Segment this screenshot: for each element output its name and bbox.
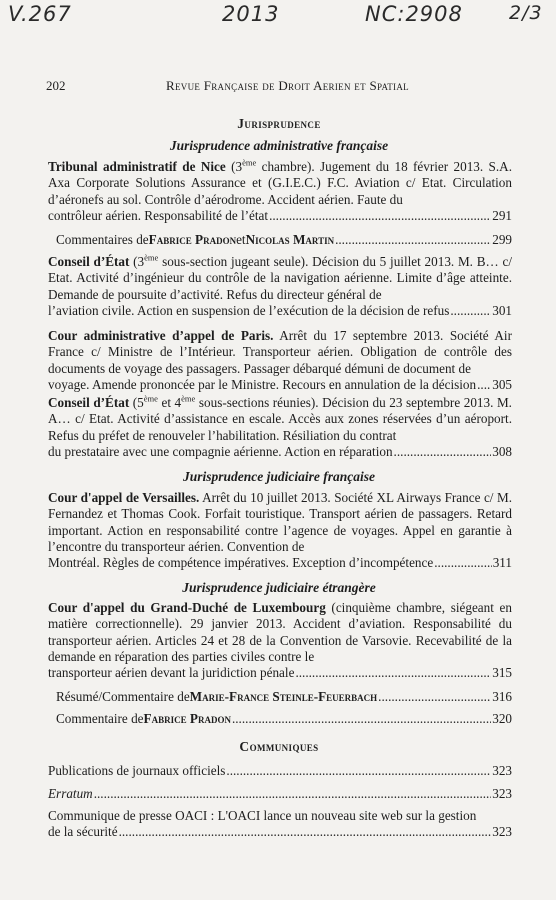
leader-dots	[450, 303, 491, 319]
entry-text: (3	[225, 159, 243, 174]
entry-line	[56, 232, 512, 248]
toc-entry[interactable]	[48, 490, 512, 571]
entry-last-line	[48, 665, 512, 681]
entry-body	[48, 490, 512, 554]
entry-line	[48, 763, 512, 779]
superscript: ème	[143, 393, 158, 404]
toc-entry[interactable]	[56, 689, 512, 705]
entry-text: Publications de journaux officiels	[48, 763, 226, 778]
page-ref: 308	[492, 443, 512, 459]
leader-dots	[94, 786, 492, 802]
entry-last-line	[48, 303, 512, 319]
entry-body	[48, 254, 512, 302]
page-ref: 320	[492, 711, 512, 726]
leader-dots	[378, 689, 491, 705]
entry-last-line	[48, 444, 512, 460]
page-ref: 311	[492, 555, 512, 571]
toc-entry[interactable]	[48, 763, 512, 779]
entry-text: sous-section jugeant seule). Décision du 5 juillet 2013. M. B… c/ Etat. Activité d’ingénieur du contrôle de la navigation aérienne. Limite d’âge atteinte. Demande de poursuite d’activité. Refus du directeur général de	[48, 254, 512, 302]
entry-text: et 4	[157, 395, 182, 410]
leader-dots	[295, 665, 491, 681]
entry-last-line	[48, 377, 512, 393]
superscript: ème	[181, 393, 196, 404]
subsection-judiciaire: Jurisprudence judiciaire française	[182, 469, 375, 484]
entry-text: chambre). Jugement du 18 février 2013. S.A. Axa Corporate Solutions Assurance et (G.I.E.C.) F.C. Aviation c/ Etat. Circulation d’aéronefs au sol. Contrôle d’aérodrome. Accident aérien. Faute du	[48, 159, 512, 207]
handwritten-note-number: NC:2908	[365, 2, 463, 26]
entry-body	[48, 159, 512, 207]
toc-entry[interactable]	[48, 328, 512, 393]
page-number: 202	[46, 78, 66, 93]
court-name: Cour d'appel de Versailles.	[48, 490, 200, 505]
entry-line	[48, 786, 512, 802]
subsection-admin: Jurisprudence administrative française	[169, 138, 389, 153]
running-head	[46, 78, 512, 96]
toc-entry[interactable]	[48, 395, 512, 460]
entry-body	[48, 328, 512, 376]
entry-body	[48, 395, 512, 443]
entry-text: Commentaires de	[56, 232, 149, 247]
page-ref: 323	[492, 824, 512, 840]
entry-text: Montréal. Règles de compétence impératives. Exception d’incompétence	[48, 555, 434, 571]
subsection-etrangere: Jurisprudence judiciaire étrangère	[182, 580, 376, 595]
toc-entry[interactable]	[48, 254, 512, 319]
entry-text: (3	[129, 254, 145, 269]
entry-last-line	[48, 208, 512, 224]
toc-entry[interactable]	[48, 786, 512, 802]
leader-dots	[335, 232, 491, 248]
page-ref: 323	[492, 763, 512, 778]
toc-entry[interactable]	[48, 600, 512, 681]
entry-text: transporteur aérien devant la juridiction pénale	[48, 665, 295, 681]
page-ref: 323	[492, 786, 512, 801]
handwritten-note-reference: V.267	[8, 2, 72, 26]
court-name: Conseil d’État	[48, 254, 130, 269]
author-name: Marie-France Steinle-Feuerbach	[189, 689, 378, 704]
page-ref: 305	[492, 376, 512, 392]
entry-text: du prestataire avec une compagnie aérienne. Action en réparation	[48, 443, 393, 459]
superscript: ème	[242, 157, 257, 168]
author-name: Nicolas Martin	[245, 232, 335, 247]
handwritten-note-fraction: 2/3	[509, 2, 543, 24]
page-ref: 291	[492, 207, 512, 223]
leader-dots	[119, 824, 492, 840]
court-name: Tribunal administratif de Nice	[48, 159, 226, 174]
entry-last-line	[48, 824, 512, 840]
toc-entry[interactable]	[56, 711, 512, 727]
entry-text: Communique de presse OACI : L'OACI lance un nouveau site web sur la gestion	[48, 808, 477, 823]
leader-dots	[477, 377, 491, 393]
entry-body	[48, 600, 512, 664]
entry-text: (5	[129, 395, 144, 410]
entry-text: de la sécurité	[48, 824, 118, 840]
page-ref: 316	[492, 689, 512, 704]
entry-line	[56, 689, 512, 705]
page-ref: 301	[492, 302, 512, 318]
entry-text: et	[236, 232, 246, 247]
toc-entry[interactable]	[48, 808, 512, 841]
communiques-title: Communiques	[239, 739, 319, 754]
leader-dots	[232, 711, 491, 727]
entry-text: sous-sections réunies). Décision du 23 septembre 2013. M. A… c/ Etat. Activité d’assistance en escale. Accès aux zones réservées d’un aéroport. Refus du préfet de renouveler l’habilitation. Résiliation du contrat	[48, 395, 512, 443]
superscript: ème	[144, 252, 159, 263]
toc-entry[interactable]	[56, 232, 512, 248]
leader-dots	[434, 555, 491, 571]
entry-line	[56, 711, 512, 727]
entry-text: contrôleur aérien. Responsabilité de l’état	[48, 207, 269, 223]
court-name: Cour administrative d’appel de Paris.	[48, 328, 274, 343]
entry-text: voyage. Amende prononcée par le Ministre. Recours en annulation de la décision	[48, 376, 477, 392]
entry-last-line	[48, 555, 512, 571]
entry-text: Commentaire de	[56, 711, 144, 726]
toc-entry[interactable]	[48, 159, 512, 224]
leader-dots	[226, 763, 491, 779]
leader-dots	[394, 444, 492, 460]
author-name: Fabrice Pradon	[143, 711, 231, 726]
section-title: Jurisprudence	[237, 116, 321, 131]
entry-text: Erratum	[48, 786, 93, 801]
author-name: Fabrice Pradon	[148, 232, 237, 247]
entry-text: l’aviation civile. Action en suspension de l’exécution de la décision de refus	[48, 302, 450, 318]
page-ref: 315	[492, 665, 512, 681]
entry-text: (cinquième chambre, siégeant en matière correctionnelle). 29 janvier 2013. Accident d’aviation. Responsabilité du transporteur aérien. Articles 24 et 28 de la Convention de Varsovie. Recevabilité de la demande en réparation des parties civiles contre le	[48, 600, 512, 664]
leader-dots	[269, 208, 491, 224]
journal-title: Revue Française de Droit Aerien et Spatial	[166, 78, 409, 93]
page-ref: 299	[492, 232, 512, 247]
entry-body	[48, 808, 476, 823]
court-name: Cour d'appel du Grand-Duché de Luxembourg	[48, 600, 326, 615]
court-name: Conseil d’État	[48, 395, 130, 410]
handwritten-note-year: 2013	[222, 2, 280, 26]
entry-text: Arrêt du 17 septembre 2013. Société Air France c/ Ministre de l’Intérieur. Transporteur aérien. Obligation de contrôle des documents de voyage des passagers. Passager débarqué démuni de document de	[48, 328, 512, 376]
entry-text: Résumé/Commentaire de	[56, 689, 190, 704]
entry-text: Arrêt du 10 juillet 2013. Société XL Airways France c/ M. Fernandez et Thomas Cook. Forfait touristique. Transport aérien de passagers. Retard important. Action en responsabilité contre l’agence de voyages. Appel en garantie à l’encontre du transporteur aérien. Convention de	[48, 490, 512, 554]
